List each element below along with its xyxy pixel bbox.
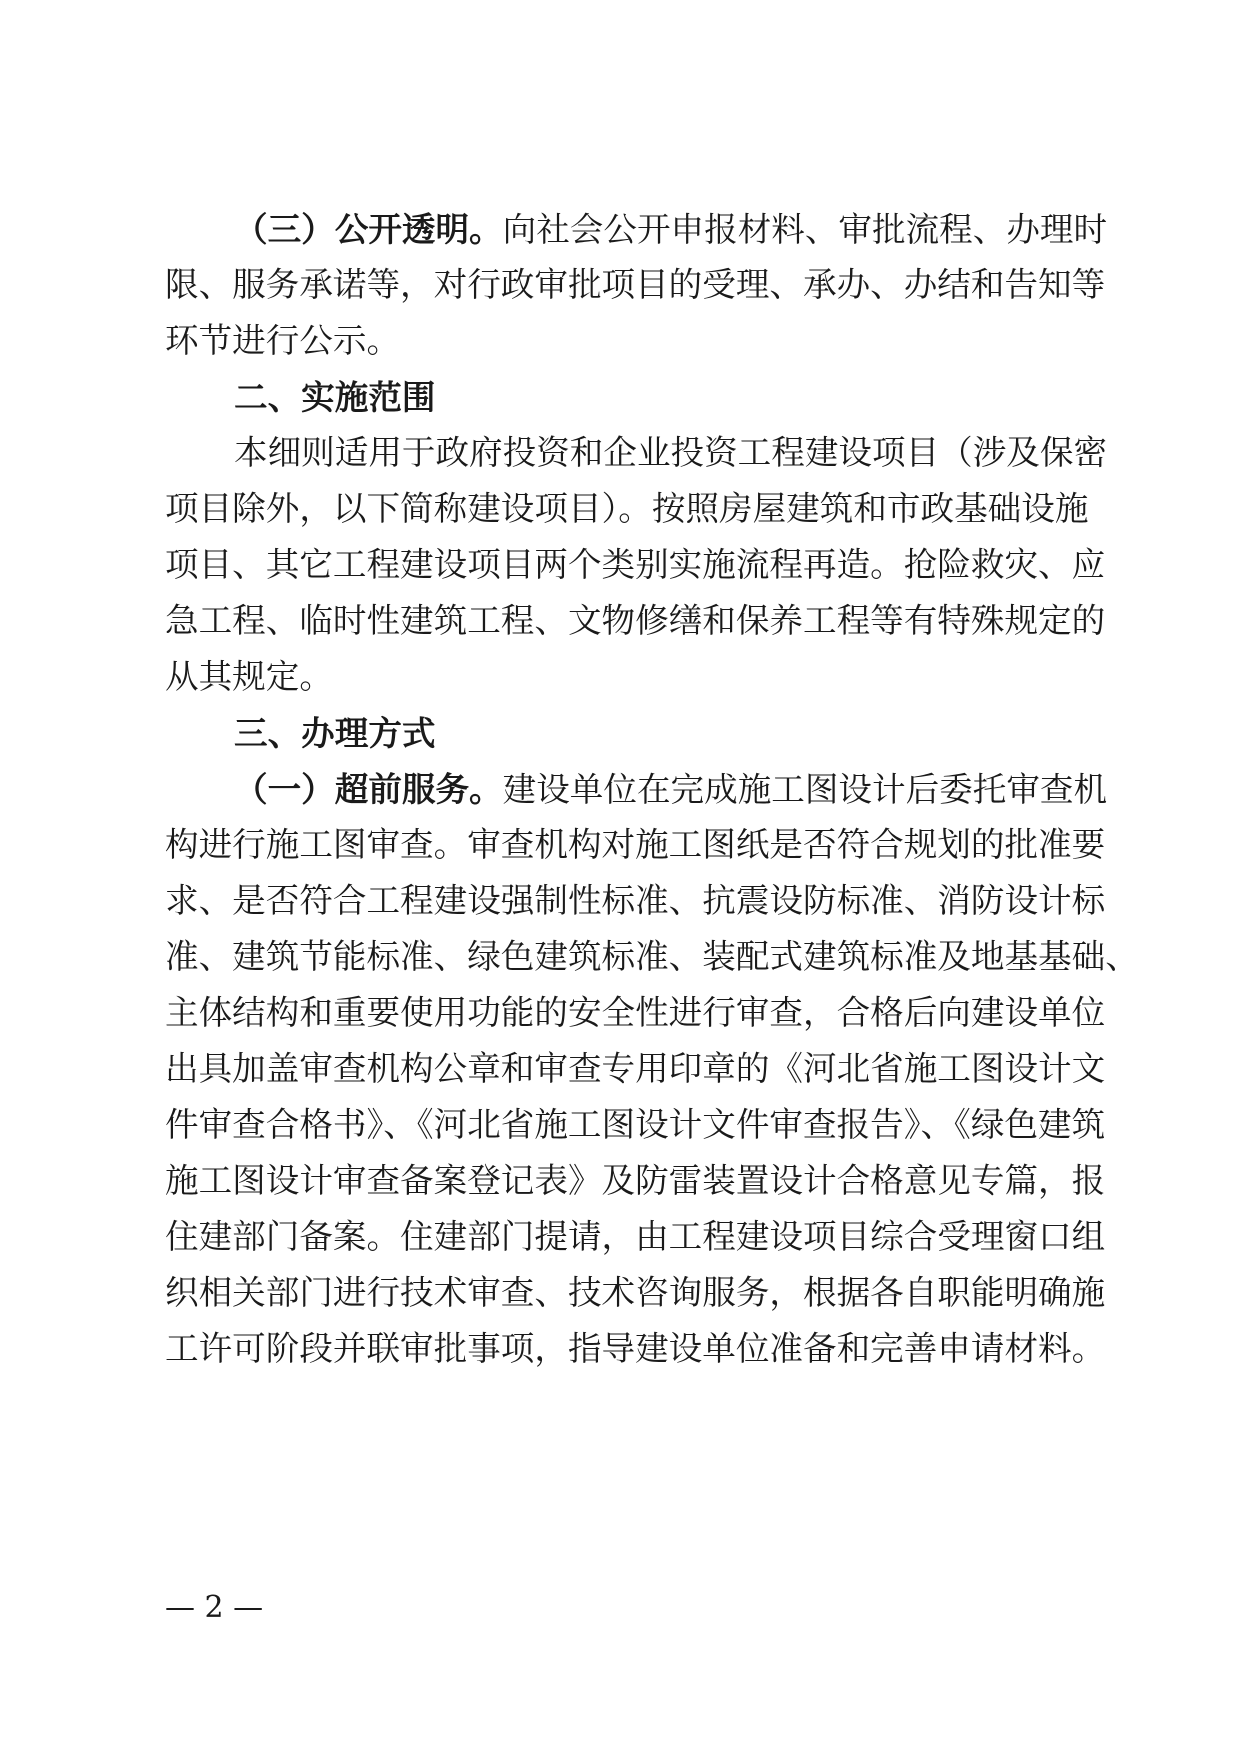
paragraph-line: 急工程、临时性建筑工程、文物修缮和保养工程等有特殊规定的 — [165, 601, 1106, 640]
paragraph-line — [234, 769, 1108, 809]
paragraph-text: 向社会公开申报材料、审批流程、办理时 — [502, 210, 1108, 249]
paragraph-line: 准、建筑节能标准、绿色建筑标准、装配式建筑标准及地基基础、 — [165, 937, 1139, 976]
paragraph-line: 限、服务承诺等，对行政审批项目的受理、承办、办结和告知等 — [165, 265, 1106, 304]
paragraph-line: 求、是否符合工程建设强制性标准、抗震设防标准、消防设计标 — [165, 881, 1106, 920]
paragraph-line: 构进行施工图审查。审查机构对施工图纸是否符合规划的批准要 — [165, 825, 1106, 864]
paragraph-line: 工许可阶段并联审批事项，指导建设单位准备和完善申请材料。 — [165, 1329, 1106, 1368]
paragraph-line: 环节进行公示。 — [165, 321, 401, 360]
section-heading: 三、办理方式 — [234, 713, 436, 753]
section-heading: 二、实施范围 — [234, 377, 436, 417]
page-number: — 2 — — [165, 1590, 264, 1625]
paragraph-line: 本细则适用于政府投资和企业投资工程建设项目（涉及保密 — [234, 433, 1108, 472]
paragraph-line: 项目、其它工程建设项目两个类别实施流程再造。抢险救灾、应 — [165, 545, 1106, 584]
paragraph-line: 件审查合格书》、《河北省施工图设计文件审查报告》、《绿色建筑 — [165, 1105, 1106, 1144]
paragraph-line: 施工图设计审查备案登记表》及防雷装置设计合格意见专篇，报 — [165, 1161, 1106, 1200]
paragraph-line: 从其规定。 — [165, 657, 333, 696]
paragraph-line — [234, 209, 1108, 249]
paragraph-line: 织相关部门进行技术审查、技术咨询服务，根据各自职能明确施 — [165, 1273, 1106, 1312]
paragraph-line: 出具加盖审查机构公章和审查专用印章的《河北省施工图设计文 — [165, 1049, 1106, 1088]
section-lead: （一）超前服务。 — [234, 769, 503, 809]
paragraph-line: 项目除外，以下简称建设项目）。按照房屋建筑和市政基础设施 — [165, 489, 1089, 528]
paragraph-text: 建设单位在完成施工图设计后委托审查机 — [502, 770, 1108, 809]
section-lead: （三）公开透明。 — [234, 209, 503, 249]
paragraph-line: 主体结构和重要使用功能的安全性进行审查，合格后向建设单位 — [165, 993, 1106, 1032]
paragraph-line: 住建部门备案。住建部门提请，由工程建设项目综合受理窗口组 — [165, 1217, 1106, 1256]
